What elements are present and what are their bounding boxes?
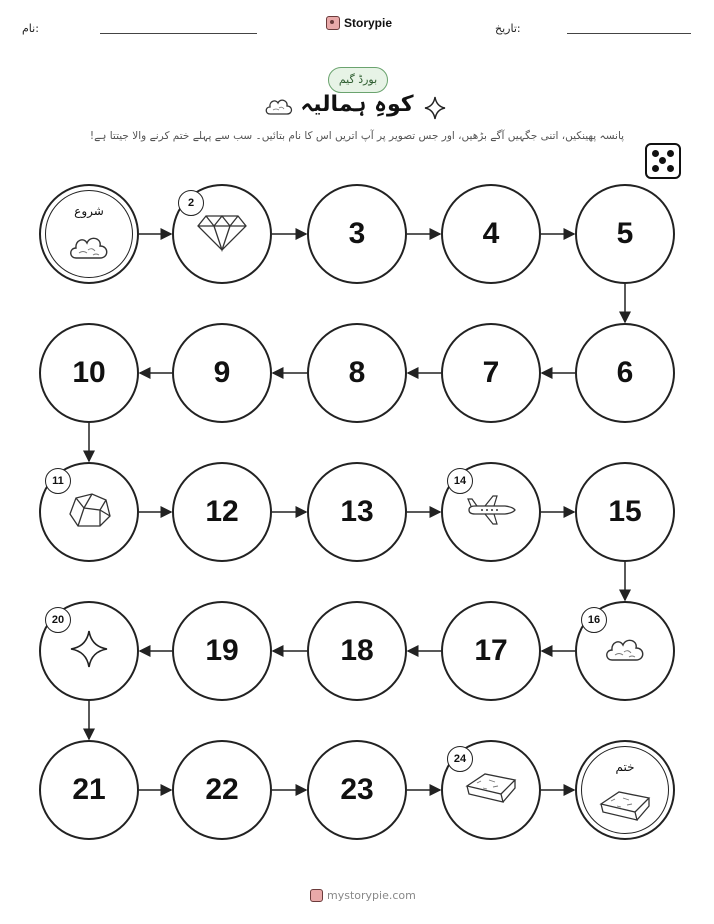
board-space-5[interactable] bbox=[575, 184, 675, 284]
board-space-21[interactable] bbox=[39, 740, 139, 840]
space-number-badge: 20 bbox=[45, 607, 71, 633]
board-space-23[interactable] bbox=[307, 740, 407, 840]
board-space-15[interactable] bbox=[575, 462, 675, 562]
brand-name: Storypie bbox=[344, 16, 393, 30]
space-number: 7 bbox=[482, 356, 500, 389]
space-number-badge: 24 bbox=[447, 746, 473, 772]
space-number: 17 bbox=[474, 634, 508, 667]
board-game-badge: بورڈ گیم bbox=[328, 67, 388, 93]
space-number: 10 bbox=[72, 356, 106, 389]
board-space-16[interactable] bbox=[575, 601, 675, 701]
sparkle-icon bbox=[69, 629, 109, 673]
storypie-logo-icon bbox=[310, 889, 323, 902]
name-label: نام: bbox=[22, 22, 39, 35]
space-number-badge: 16 bbox=[581, 607, 607, 633]
rock-icon bbox=[64, 490, 114, 534]
footer-url[interactable]: mystorypie.com bbox=[327, 889, 416, 902]
board-space-10[interactable] bbox=[39, 323, 139, 423]
cloud-icon bbox=[603, 632, 647, 670]
space-number: 21 bbox=[72, 773, 106, 806]
stone-slab-icon bbox=[463, 768, 519, 812]
board-space-7[interactable] bbox=[441, 323, 541, 423]
date-label: تاریخ: bbox=[495, 22, 521, 35]
start-space[interactable] bbox=[39, 184, 139, 284]
page-title: کوہِ ہمالیہ bbox=[300, 92, 414, 117]
board-space-8[interactable] bbox=[307, 323, 407, 423]
space-number: 3 bbox=[348, 217, 366, 250]
board-space-11[interactable] bbox=[39, 462, 139, 562]
board-space-3[interactable] bbox=[307, 184, 407, 284]
board-space-17[interactable] bbox=[441, 601, 541, 701]
board-space-2[interactable] bbox=[172, 184, 272, 284]
space-number: 8 bbox=[348, 356, 366, 389]
space-number: 22 bbox=[205, 773, 239, 806]
board-space-18[interactable] bbox=[307, 601, 407, 701]
board-space-13[interactable] bbox=[307, 462, 407, 562]
stone-slab-icon bbox=[597, 786, 653, 830]
space-number-badge: 14 bbox=[447, 468, 473, 494]
board-space-14[interactable] bbox=[441, 462, 541, 562]
board-space-20[interactable] bbox=[39, 601, 139, 701]
board-space-9[interactable] bbox=[172, 323, 272, 423]
board-space-4[interactable] bbox=[441, 184, 541, 284]
instructions: پانسہ پھینکیں، اتنی جگہیں آگے بڑھیں، اور جس تصویر پر آپ اتریں اس کا نام بتائیں۔ سب سے پہلے ختم کرنے والا جیتتا ہے! bbox=[89, 130, 625, 142]
board-space-19[interactable] bbox=[172, 601, 272, 701]
board-space-22[interactable] bbox=[172, 740, 272, 840]
board-space-12[interactable] bbox=[172, 462, 272, 562]
space-number: 4 bbox=[482, 217, 500, 250]
board-space-24[interactable] bbox=[441, 740, 541, 840]
airplane-icon bbox=[465, 493, 517, 531]
footer bbox=[310, 889, 416, 902]
space-number-badge: 2 bbox=[178, 190, 204, 216]
space-number: 13 bbox=[340, 495, 374, 528]
space-number: 5 bbox=[616, 217, 634, 250]
finish-label: ختم bbox=[615, 760, 635, 774]
board-space-6[interactable] bbox=[575, 323, 675, 423]
space-number: 23 bbox=[340, 773, 374, 806]
start-label: شروع bbox=[74, 204, 104, 218]
space-number-badge: 11 bbox=[45, 468, 71, 494]
space-number: 12 bbox=[205, 495, 239, 528]
space-number: 18 bbox=[340, 634, 374, 667]
space-number: 6 bbox=[616, 356, 634, 389]
cloud-icon bbox=[67, 230, 111, 268]
space-number: 15 bbox=[608, 495, 642, 528]
space-number: 9 bbox=[213, 356, 231, 389]
space-number: 19 bbox=[205, 634, 239, 667]
finish-space[interactable] bbox=[575, 740, 675, 840]
diamond-icon bbox=[196, 212, 248, 256]
